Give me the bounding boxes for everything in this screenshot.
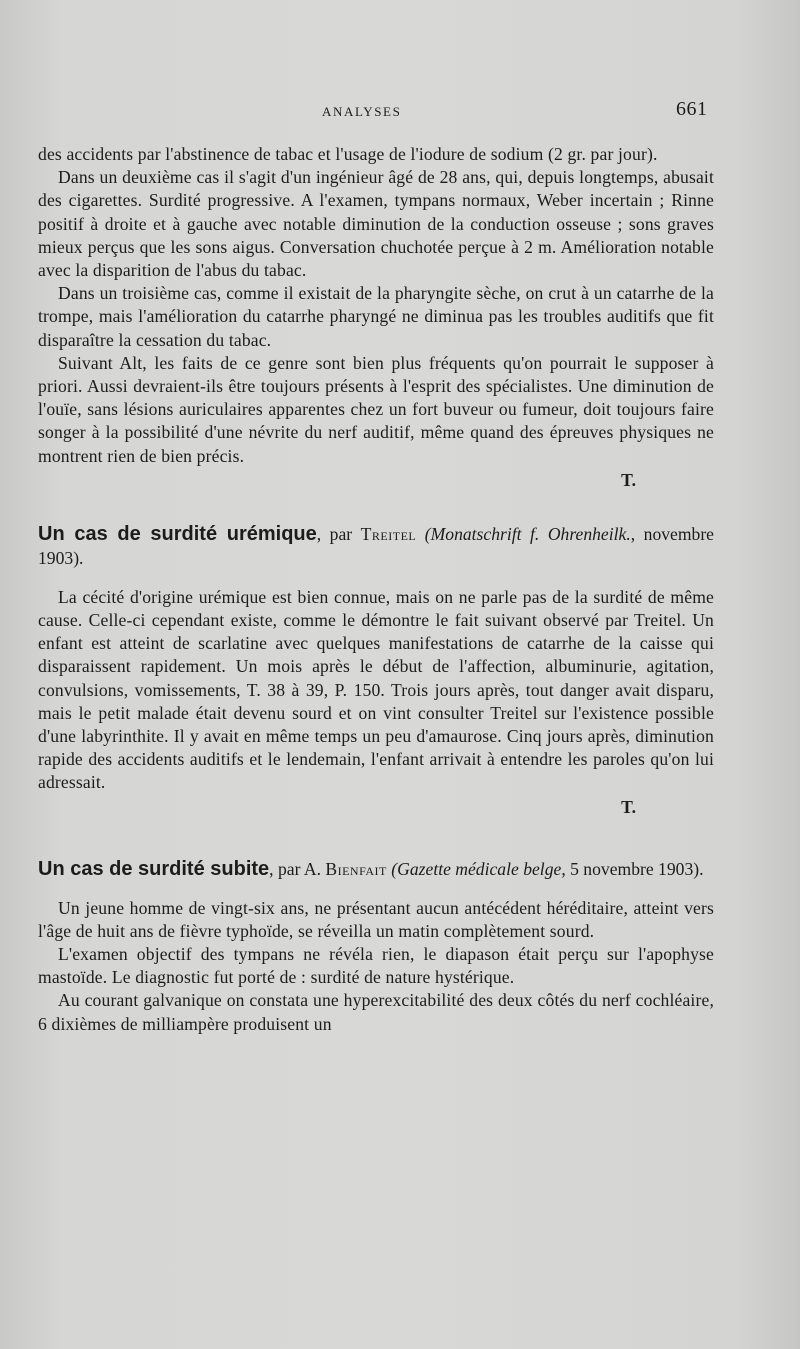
author-signature: T.: [621, 796, 636, 817]
article-heading: [38, 857, 714, 881]
source-date: , 5 novembre 1903).: [561, 858, 704, 879]
article-heading: [38, 522, 714, 570]
article-author: Bienfait: [325, 858, 387, 879]
paragraph: des accidents par l'abstinence de tabac et l'usage de l'iodure de sodium (2 gr. par jour).: [38, 144, 658, 164]
source-date: , novembre 1903).: [38, 523, 714, 568]
page-header: [0, 98, 800, 128]
paragraph: Dans un deuxième cas il s'agit d'un ingénieur âgé de 28 ans, qui, depuis longtemps, abusait des cigarettes. Surdité progressive. A l'examen, tympans normaux, Weber incertain ; Rinne positif à droite et à gauche avec notable diminution de la conduction osseuse ; sons graves mieux perçus que les sons aigus. Conversation chuchotée perçue à 2 m. Amélioration notable avec la disparition de l'abus du tabac.: [38, 167, 714, 281]
running-head: ANALYSES: [322, 104, 402, 119]
source-journal: (Gazette médicale belge: [391, 858, 562, 879]
title-connector: , par: [316, 523, 361, 544]
article-author: Treitel: [360, 523, 417, 544]
article-sudden-deafness: [38, 857, 714, 1036]
page-number: 661: [676, 98, 708, 120]
paragraph: Un jeune homme de vingt-six ans, ne présentant aucun antécédent héréditaire, atteint vers l'âge de huit ans de fièvre typhoïde, se réveilla un matin complètement sourd.: [38, 897, 714, 941]
paragraph: La cécité d'origine urémique est bien connue, mais on ne parle pas de la surdité de même cause. Celle-ci cependant existe, comme le démontre le fait suivant observé par Treitel. Un enfant est atteint de scarlatine avec quelques manifestations de catarrhe de la caisse qui disparaissent rapidement. Un mois après le début de l'affection, albuminurie, agitation, convulsions, vomissements, T. 38 à 39, P. 150. Trois jours après, tout danger avait disparu, mais le petit malade était devenu sourd et on vint consulter Treitel sur l'existence possible d'une labyrinthite. Il y avait en même temps un peu d'amaurose. Cinq jours après, diminution rapide des accidents auditifs et le lendemain, l'enfant arrivait à entendre les paroles qu'on lui adressait.: [38, 586, 714, 793]
paragraph: Dans un troisième cas, comme il existait de la pharyngite sèche, on crut à un catarrhe de la trompe, mais l'amélioration du catarrhe pharyngé ne diminua pas les troubles auditifs que fit disparaître la cessation du tabac.: [38, 283, 714, 350]
paragraph: Suivant Alt, les faits de ce genre sont bien plus fréquents qu'on pourrait le supposer à priori. Aussi devraient-ils être toujours présents à l'esprit des spécialistes. Une diminution de l'ouïe, sans lésions auriculaires apparentes chez un fort buveur ou fumeur, doit toujours faire songer à la possibilité d'une névrite du nerf auditif, même quand des épreuves physiques ne montrent rien de bien précis.: [38, 352, 714, 466]
article-source: [391, 859, 703, 879]
article-title: Un cas de surdité subite: [38, 857, 270, 880]
article-title: Un cas de surdité urémique: [38, 522, 317, 545]
continued-article: [38, 143, 714, 492]
author-signature: T.: [621, 469, 636, 490]
paragraph: Au courant galvanique on constata une hyperexcitabilité des deux côtés du nerf cochléaire, 6 dixièmes de milliampère produisent un: [38, 990, 714, 1034]
source-journal: (Monatschrift f. Ohrenheilk.: [424, 523, 631, 544]
article-uremic-deafness: [38, 522, 714, 819]
title-connector: , par A.: [269, 858, 326, 879]
paragraph: L'examen objectif des tympans ne révéla rien, le diapason était perçu sur l'apophyse mastoïde. Le diagnostic fut porté de : surdité de nature hystérique.: [38, 944, 714, 988]
page-content: [38, 143, 714, 1036]
